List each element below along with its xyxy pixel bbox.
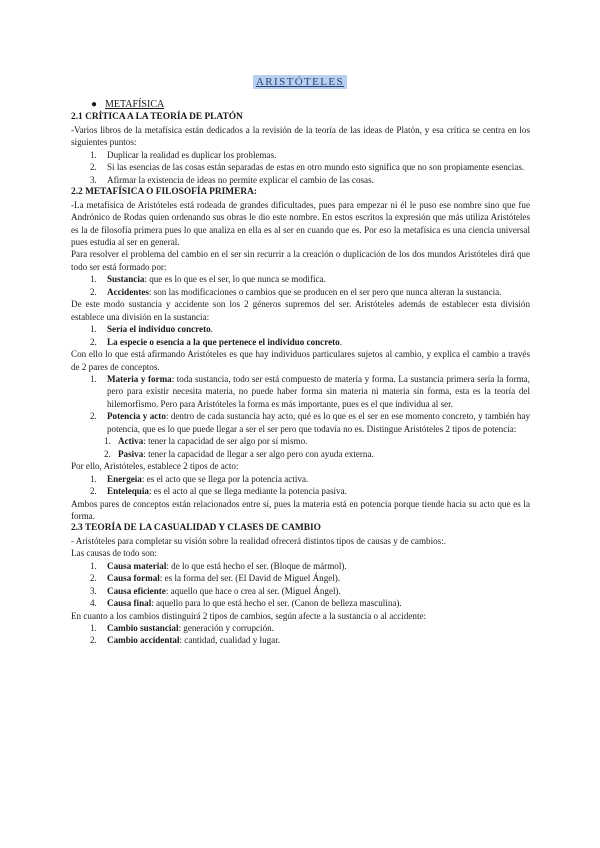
list-number: 2. bbox=[90, 573, 97, 584]
bullet-icon: ● bbox=[91, 99, 98, 110]
list-description: : que es lo que es el ser, lo que nunca se modifica. bbox=[144, 274, 326, 285]
list-text bbox=[107, 174, 530, 186]
list-text bbox=[107, 597, 530, 609]
paragraph: Con ello lo que está afirmando Aristóteles es que hay individuos particulares sujetos al cambio, y explica el cambio a través de 2 pares de conceptos. bbox=[71, 349, 530, 372]
paragraph: En cuanto a los cambios distinguirá 2 tipos de cambios, según afecte a la sustancia o al accidente: bbox=[71, 610, 427, 621]
list-description: : tener la capacidad de llegar a ser algo pero con ayuda externa. bbox=[143, 448, 374, 459]
list-term: Causa final bbox=[107, 598, 152, 609]
list-item bbox=[71, 435, 530, 447]
list-item bbox=[71, 473, 530, 485]
list-term: Potencia y acto bbox=[107, 411, 166, 422]
list-item bbox=[71, 622, 530, 634]
list-number: 1. bbox=[104, 436, 111, 447]
topic-label: METAFÍSICA bbox=[105, 99, 165, 110]
list-description: : toda sustancia, todo ser está compuesto de materia y forma. La sustancia primera sería la forma, pero para existir necesita materia, no puede haber forma sin materia ni materia sin forma, esta es la teoría del hilemorfismo. Pero para Aristóteles la forma es más importante, pues es el que individua al ser. bbox=[107, 373, 530, 409]
list-text bbox=[107, 560, 530, 572]
list-text bbox=[107, 634, 530, 646]
paragraph: -La metafísica de Aristóteles está rodeada de grandes dificultades, pues para empezar ni él le puso ese nombre sino que fue Andrónico de Rodas quien ordenando sus obras le dio este nombre. En estos escritos la expresión que más utiliza Aristóteles es la de filosofía primera pues lo que analiza en ella es al ser en cuando que es. Por eso la metafísica es una ciencia universal pues estudia al ser en general. bbox=[71, 199, 530, 247]
list-text bbox=[107, 161, 530, 173]
list-description: Duplicar la realidad es duplicar los problemas. bbox=[107, 149, 277, 160]
numbered-list bbox=[71, 323, 530, 348]
list-term: Causa eficiente bbox=[107, 585, 166, 596]
list-description: : cantidad, cualidad y lugar. bbox=[179, 635, 281, 646]
list-text bbox=[107, 336, 530, 348]
list-item bbox=[71, 149, 530, 161]
list-text bbox=[107, 585, 530, 597]
list-number: 1. bbox=[90, 149, 97, 160]
list-term: Materia y forma bbox=[107, 373, 172, 384]
list-description: . bbox=[210, 324, 213, 335]
list-text bbox=[107, 473, 530, 485]
list-text bbox=[107, 323, 530, 335]
paragraph: - Aristóteles para completar su visión sobre la realidad ofrecerá distintos tipos de causas y de cambios:. bbox=[71, 535, 447, 546]
list-number: 2. bbox=[90, 286, 97, 297]
list-text bbox=[107, 410, 530, 435]
list-term: Energeia bbox=[107, 473, 142, 484]
paragraph: -Varios libros de la metafísica están dedicados a la revisión de la teoría de las ideas de Platón, y esa crítica se centra en los siguientes puntos: bbox=[71, 124, 530, 148]
section-heading: 2.1 CRÍTICA A LA TEORÍA DE PLATÓN bbox=[71, 112, 243, 123]
list-item bbox=[71, 572, 530, 584]
list-text bbox=[107, 273, 530, 285]
list-description: Afirmar la existencia de ideas no permite explicar el cambio de las cosas. bbox=[107, 174, 374, 185]
list-description: : son las modificaciones o cambios que se producen en el ser pero que nunca alteran la sustancia. bbox=[148, 286, 502, 297]
list-description: : tener la capacidad de ser algo por sí mismo. bbox=[143, 436, 308, 447]
title-text: ARISTÓTELES bbox=[253, 75, 347, 89]
list-description: Si las esencias de las cosas están separadas de estas en otro mundo esto significa que no son propiamente esencias. bbox=[107, 162, 525, 173]
list-term: Entelequia bbox=[107, 486, 149, 497]
list-number: 2. bbox=[90, 162, 97, 173]
section-heading: 2.2 METAFÍSICA O FILOSOFÍA PRIMERA: bbox=[71, 187, 258, 198]
list-number: 1. bbox=[90, 324, 97, 335]
numbered-list bbox=[71, 473, 530, 498]
list-term: Pasiva bbox=[118, 448, 144, 459]
list-text bbox=[107, 485, 530, 497]
list-description: : es la forma del ser. (El David de Miguel Ángel). bbox=[159, 573, 341, 584]
numbered-list bbox=[71, 373, 530, 435]
paragraph: De este modo sustancia y accidente son los 2 géneros supremos del ser. Aristóteles además de establecer esta división establece una división en la sustancia: bbox=[71, 299, 530, 322]
list-text bbox=[118, 435, 307, 447]
numbered-list bbox=[71, 273, 530, 298]
list-description: : de lo que está hecho el ser. (Bloque de mármol). bbox=[166, 560, 347, 571]
list-term: Causa material bbox=[107, 560, 167, 571]
list-item bbox=[71, 286, 530, 298]
list-description: : dentro de cada sustancia hay acto, qué es lo que es el ser en ese momento concreto, y también hay potencia, que es lo que puede llegar a ser el ser pero que todavía no es. Distingue Aristóteles 2 tipos de potencia: bbox=[107, 411, 530, 434]
list-item bbox=[71, 485, 530, 497]
paragraph: Por ello, Aristóteles, establece 2 tipos de acto: bbox=[71, 461, 239, 472]
list-description: : es el acto al que se llega mediante la potencia pasiva. bbox=[148, 486, 347, 497]
list-item bbox=[71, 634, 530, 646]
list-term: Activa bbox=[118, 436, 144, 447]
list-description: : aquello para lo que está hecho el ser. (Canon de belleza masculina). bbox=[151, 598, 402, 609]
list-term: Accidentes bbox=[107, 286, 149, 297]
list-number: 2. bbox=[90, 411, 97, 422]
document-body bbox=[71, 99, 530, 647]
list-item bbox=[71, 323, 530, 335]
list-number: 1. bbox=[90, 274, 97, 285]
document-title bbox=[0, 72, 600, 90]
list-number: 1. bbox=[90, 623, 97, 634]
list-number: 3. bbox=[90, 174, 97, 185]
list-text bbox=[118, 448, 374, 460]
list-description: : es el acto que se llega por la potencia activa. bbox=[141, 473, 309, 484]
list-number: 1. bbox=[90, 473, 97, 484]
list-item bbox=[71, 597, 530, 609]
list-text bbox=[107, 149, 530, 161]
list-number: 2. bbox=[104, 448, 111, 459]
list-item bbox=[71, 410, 530, 435]
list-item bbox=[71, 448, 530, 460]
topic-bullet bbox=[91, 99, 530, 111]
numbered-list bbox=[71, 560, 530, 610]
list-number: 4. bbox=[90, 598, 97, 609]
list-text bbox=[107, 572, 530, 584]
list-text bbox=[107, 286, 530, 298]
numbered-list bbox=[71, 622, 530, 647]
list-term: La especie o esencia a la que pertenece el individuo concreto bbox=[107, 336, 340, 347]
list-item bbox=[71, 161, 530, 173]
list-item bbox=[71, 336, 530, 348]
list-number: 2. bbox=[90, 635, 97, 646]
list-term: Sustancia bbox=[107, 274, 145, 285]
list-item bbox=[71, 373, 530, 410]
numbered-list bbox=[71, 149, 530, 186]
list-text bbox=[107, 622, 530, 634]
paragraph: Para resolver el problema del cambio en el ser sin recurrir a la creación o duplicación de los dos mundos Aristóteles dirá que todo ser está formado por: bbox=[71, 249, 530, 272]
section-heading: 2.3 TEORÍA DE LA CASUALIDAD Y CLASES DE CAMBIO bbox=[71, 523, 321, 534]
list-number: 2. bbox=[90, 336, 97, 347]
list-number: 2. bbox=[90, 486, 97, 497]
list-number: 3. bbox=[90, 585, 97, 596]
sub-list bbox=[71, 435, 530, 460]
list-number: 1. bbox=[90, 560, 97, 571]
list-item bbox=[71, 585, 530, 597]
list-term: Causa formal bbox=[107, 573, 160, 584]
list-term: Cambio sustancial bbox=[107, 623, 179, 634]
list-term: Cambio accidental bbox=[107, 635, 180, 646]
paragraph: Ambos pares de conceptos están relacionados entre sí, pues la materia está en potencia porque tiende hacia su acto que es la forma. bbox=[71, 498, 530, 521]
paragraph: Las causas de todo son: bbox=[71, 548, 157, 559]
list-term: Sería el individuo concreto bbox=[107, 324, 211, 335]
list-description: . bbox=[339, 336, 342, 347]
list-description: : aquello que hace o crea al ser. (Miguel Ángel). bbox=[165, 585, 341, 596]
list-item bbox=[71, 273, 530, 285]
list-text bbox=[107, 373, 530, 410]
list-number: 1. bbox=[90, 373, 97, 384]
list-item bbox=[71, 560, 530, 572]
list-item bbox=[71, 174, 530, 186]
list-description: : generación y corrupción. bbox=[178, 623, 274, 634]
